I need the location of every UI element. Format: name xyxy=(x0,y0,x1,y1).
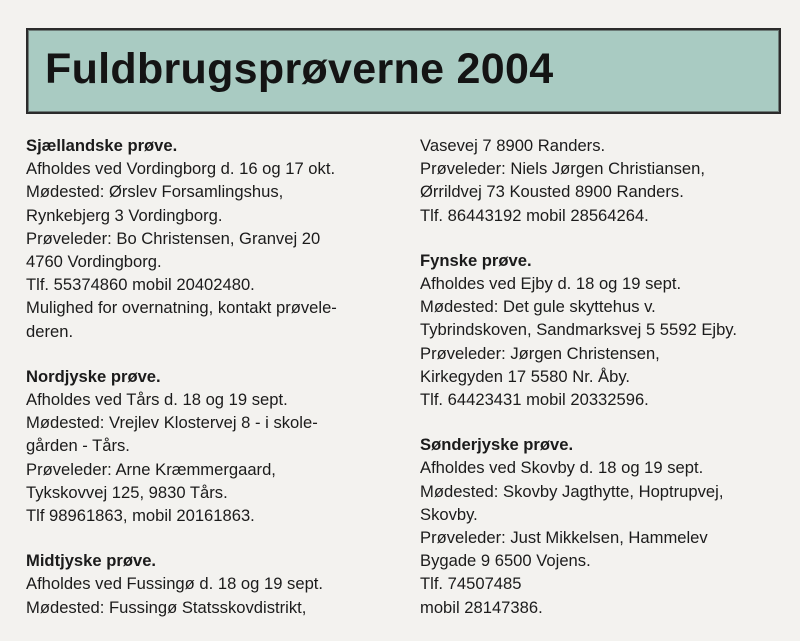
text-line: Tlf. 55374860 mobil 20402480. xyxy=(26,275,255,295)
section-gap xyxy=(420,227,800,249)
section-gap xyxy=(420,411,800,433)
text-line: Prøveleder: Arne Kræmmergaard, xyxy=(26,459,276,479)
text-line: Rynkebjerg 3 Vordingborg. xyxy=(26,205,223,225)
text-line: Kirkegyden 17 5580 Nr. Åby. xyxy=(420,366,631,386)
title-banner xyxy=(26,28,781,114)
text-line: Tykskovvej 125, 9830 Tårs. xyxy=(26,482,228,502)
text-line: Mødested: Det gule skyttehus v. xyxy=(420,297,656,317)
text-line: Mødested: Fussingø Statsskovdistrikt, xyxy=(26,597,307,617)
text-line: deren. xyxy=(26,321,74,341)
section-gap xyxy=(26,527,396,549)
text-line: Mødested: Ørslev Forsamlingshus, xyxy=(26,182,284,202)
text-line: Tlf. 74507485 xyxy=(420,574,522,594)
text-line: Bygade 9 6500 Vojens. xyxy=(420,551,591,571)
left-column xyxy=(26,134,396,619)
text-line: mobil 28147386. xyxy=(420,597,543,617)
text-line: Prøveleder: Bo Christensen, Granvej 20 xyxy=(26,228,321,248)
text-line: Mulighed for overnatning, kontakt prøvele- xyxy=(26,298,337,318)
text-line: Tybrindskoven, Sandmarksvej 5 5592 Ejby. xyxy=(420,320,737,340)
section-heading: Sønderjyske prøve. xyxy=(420,435,574,455)
text-line: Tlf 98961863, mobil 20161863. xyxy=(26,506,255,526)
section-heading: Midtjyske prøve. xyxy=(26,551,157,571)
text-line: 4760 Vordingborg. xyxy=(26,252,162,272)
text-line: Mødested: Vrejlev Klostervej 8 - i skole- xyxy=(26,413,318,433)
text-line: Afholdes ved Vordingborg d. 16 og 17 okt. xyxy=(26,159,336,179)
text-line: Prøveleder: Jørgen Christensen, xyxy=(420,343,660,363)
text-line: Prøveleder: Just Mikkelsen, Hammelev xyxy=(420,528,708,548)
text-line: Mødested: Skovby Jagthytte, Hoptrupvej, xyxy=(420,481,724,501)
text-line: Tlf. 64423431 mobil 20332596. xyxy=(420,390,649,410)
text-line: Vasevej 7 8900 Randers. xyxy=(420,136,606,155)
page-title: Fuldbrugsprøverne 2004 xyxy=(45,45,554,93)
text-line: Ørrildvej 73 Kousted 8900 Randers. xyxy=(420,182,684,202)
text-line: Afholdes ved Fussingø d. 18 og 19 sept. xyxy=(26,574,324,594)
text-line: Afholdes ved Ejby d. 18 og 19 sept. xyxy=(420,274,682,294)
text-line: Tlf. 86443192 mobil 28564264. xyxy=(420,205,649,225)
section-heading: Fynske prøve. xyxy=(420,250,532,270)
section-gap xyxy=(26,343,396,365)
text-line: gården - Tårs. xyxy=(26,436,130,456)
text-line: Afholdes ved Tårs d. 18 og 19 sept. xyxy=(26,390,288,410)
text-line: Prøveleder: Niels Jørgen Christiansen, xyxy=(420,159,705,179)
text-line: Skovby. xyxy=(420,504,478,524)
section-heading: Nordjyske prøve. xyxy=(26,366,161,386)
section-heading: Sjællandske prøve. xyxy=(26,136,178,155)
right-column xyxy=(420,134,800,619)
text-line: Afholdes ved Skovby d. 18 og 19 sept. xyxy=(420,458,704,478)
